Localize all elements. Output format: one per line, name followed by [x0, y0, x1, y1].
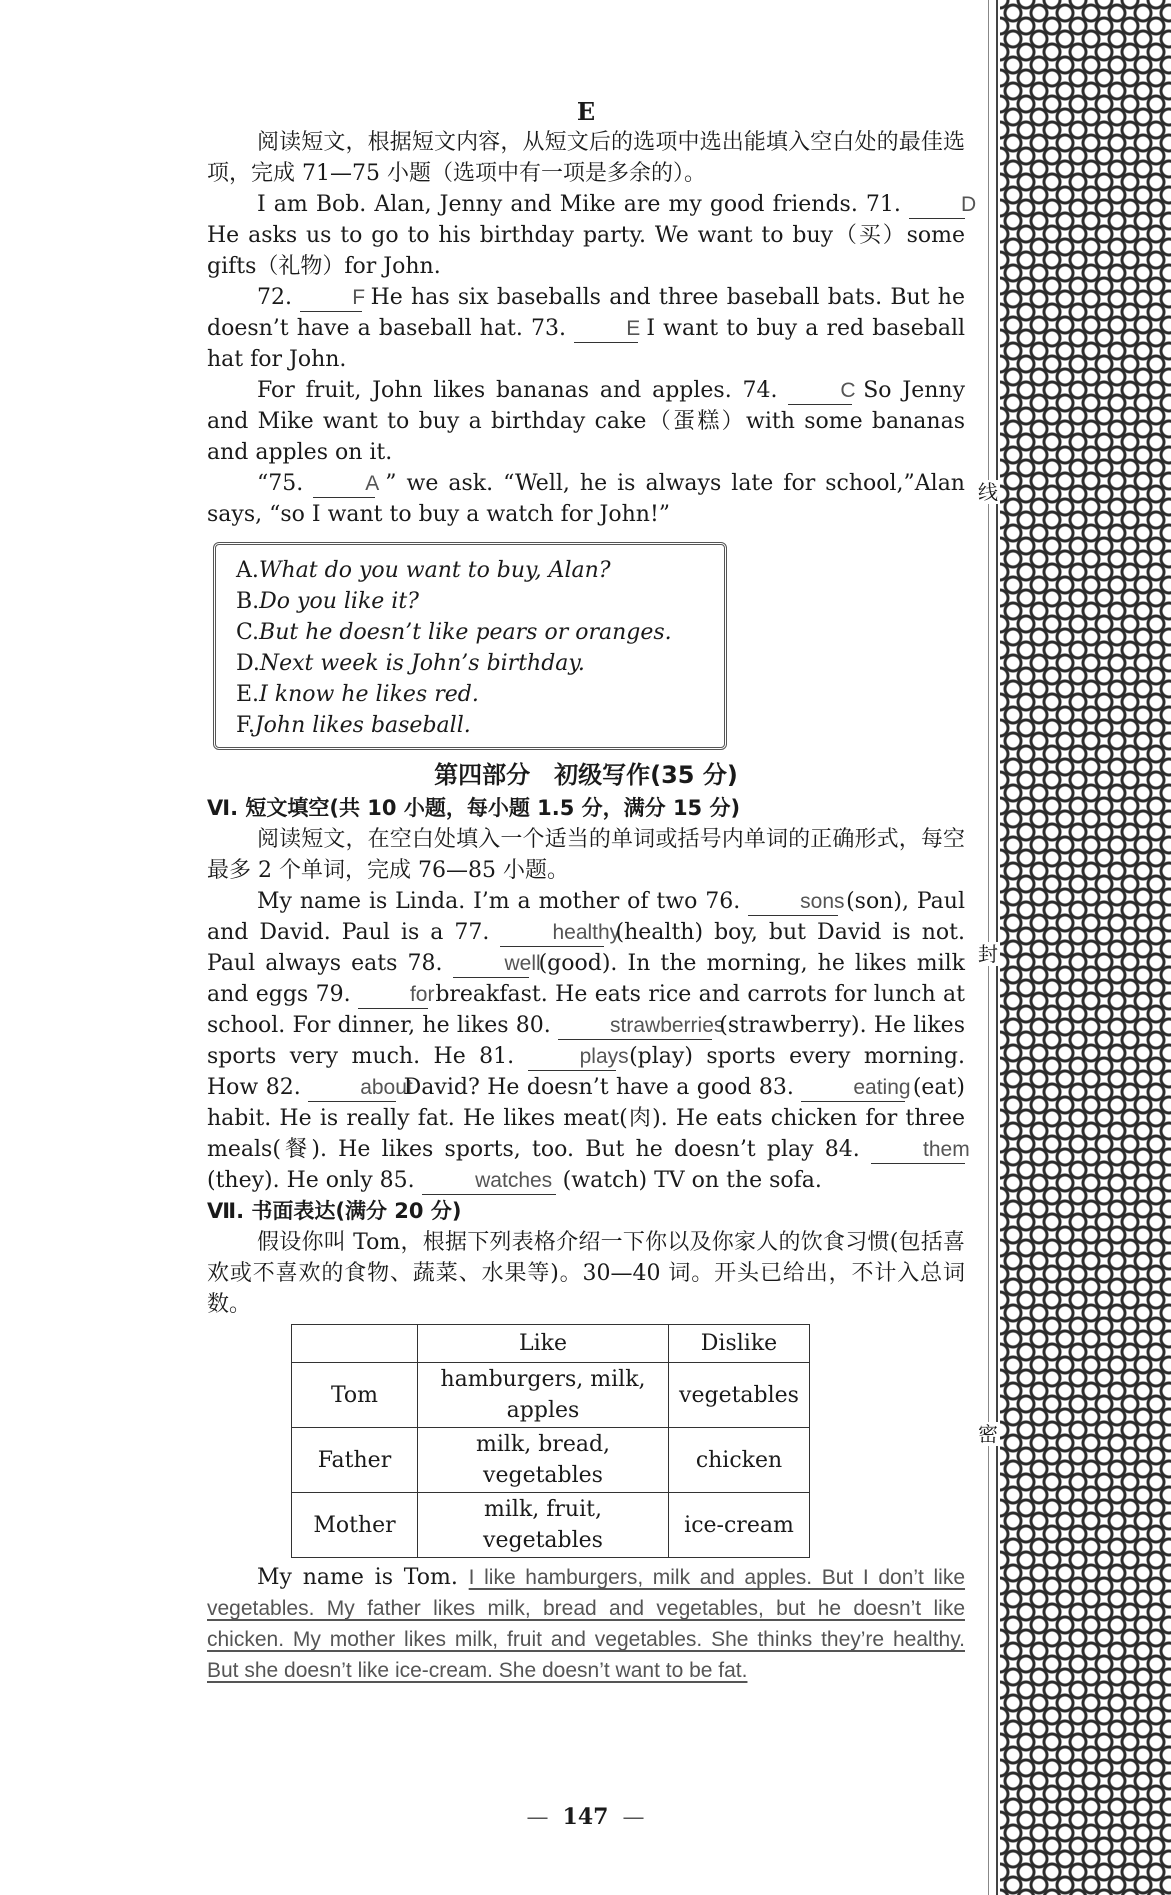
answer-blank-71[interactable]: D	[909, 192, 965, 219]
passage-text: I am Bob. Alan, Jenny and Mike are my good friends.	[257, 192, 858, 217]
table-header-cell	[292, 1325, 418, 1363]
eating-habits-table	[291, 1324, 810, 1558]
table-cell: Tom	[292, 1363, 418, 1428]
question-number: 72.	[257, 285, 292, 310]
table-header-cell: Like	[418, 1325, 669, 1363]
answer-blank-73[interactable]: E	[574, 316, 638, 343]
binding-mark-mi: 密	[978, 1422, 998, 1446]
passage-text: My name is Linda. I’m a mother of two 76.	[257, 889, 741, 914]
answer-blank-76[interactable]: sons	[748, 889, 838, 916]
section-e-instructions: 阅读短文，根据短文内容，从短文后的选项中选出能填入空白处的最佳选项，完成 71—75 小题（选项中有一项是多余的）。	[207, 130, 965, 186]
answer-blank-85[interactable]: watches	[422, 1168, 556, 1195]
dash-icon: —	[622, 1805, 645, 1830]
table-cell: milk, bread, vegetables	[418, 1428, 669, 1493]
section-e-title: E	[576, 97, 596, 126]
essay-answer-text[interactable]: I like hamburgers, milk and apples. But I don’t like vegetables. My father likes milk, bread and vegetables, but he doesn’t like chicken. My mother likes milk, fruit and vegetables. She thinks they’re healthy. But she doesn’t like ice-cream. She doesn’t want to be fat.	[207, 1566, 966, 1682]
table-row	[292, 1493, 810, 1558]
table-header-row	[292, 1325, 810, 1363]
answer-blank-75[interactable]: A	[313, 471, 375, 498]
option-d: D.Next week is John’s birthday.	[236, 651, 585, 676]
table-header-cell: Dislike	[669, 1325, 810, 1363]
essay-start: My name is Tom.	[257, 1565, 458, 1590]
table-cell: chicken	[669, 1428, 810, 1493]
passage-text: ” we ask. “Well, he is always late for school,”Alan says, “so I want to buy a watch for John!”	[207, 471, 965, 527]
answer-blank-83[interactable]: eating	[801, 1075, 905, 1102]
option-e: E.I know he likes red.	[236, 682, 479, 707]
answer-blank-80[interactable]: strawberries	[558, 1013, 712, 1040]
passage-text: (health) boy, but David is not. Paul always eats 78.	[207, 920, 966, 976]
answer-blank-82[interactable]: about	[308, 1075, 396, 1102]
binding-mark-feng: 封	[978, 942, 998, 966]
passage-text: He has six baseballs and three baseball bats. But he doesn’t have a baseball hat.	[207, 285, 965, 341]
table-cell: Mother	[292, 1493, 418, 1558]
table-cell: Father	[292, 1428, 418, 1493]
binding-mark-xian: 线	[978, 480, 998, 504]
table-cell: ice-cream	[669, 1493, 810, 1558]
passage-text: (strawberry). He likes sports very much. He 81.	[207, 1013, 965, 1069]
passage-e-paragraph-2	[207, 282, 965, 375]
dash-icon: —	[526, 1805, 549, 1830]
essay-answer	[207, 1562, 965, 1686]
passage-e-paragraph-4	[207, 468, 965, 530]
decorative-border	[1000, 0, 1171, 1895]
passage-text: (play) sports every morning. How 82.	[207, 1044, 966, 1100]
question-number: 71.	[865, 192, 901, 217]
part-four-heading: 第四部分 初级写作(35 分)	[434, 761, 738, 789]
section-vii-instructions: 假设你叫 Tom，根据下列表格介绍一下你以及你家人的饮食习惯(包括喜欢或不喜欢的食物、蔬菜、水果等)。30—40 词。开头已给出，不计入总词数。	[207, 1230, 965, 1317]
answer-blank-79[interactable]: for	[358, 982, 428, 1009]
answer-blank-81[interactable]: plays	[528, 1044, 616, 1071]
passage-text: (they). He only 85.	[207, 1168, 415, 1193]
passage-text: For fruit, John likes bananas and apples.	[257, 378, 732, 403]
options-box	[213, 542, 727, 750]
passage-text: (eat) habit. He is really fat. He likes meat(肉). He eats chicken for three meals(餐). He likes sports, too. But he doesn’t play 84.	[207, 1075, 965, 1162]
answer-blank-78[interactable]: well	[453, 951, 529, 978]
passage-text: I want to buy a red baseball hat for John.	[207, 316, 966, 372]
page-number-text: 147	[562, 1804, 609, 1830]
answer-blank-77[interactable]: healthy	[500, 920, 604, 947]
question-number: 73.	[531, 316, 567, 341]
passage-text: (son), Paul and David. Paul is a 77.	[207, 889, 966, 945]
passage-text: (good). In the morning, he likes milk and eggs 79.	[207, 951, 965, 1007]
answer-blank-84[interactable]: them	[871, 1137, 965, 1164]
passage-e-paragraph-3	[207, 375, 965, 468]
table-row	[292, 1363, 810, 1428]
passage-text: (watch) TV on the sofa.	[562, 1168, 822, 1193]
section-vi-instructions: 阅读短文，在空白处填入一个适当的单词或括号内单词的正确形式，每空最多 2 个单词，完成 76—85 小题。	[207, 827, 965, 883]
table-cell: hamburgers, milk, apples	[418, 1363, 669, 1428]
passage-e-paragraph-1	[207, 189, 977, 282]
answer-blank-72[interactable]: F	[300, 285, 362, 312]
option-a: A.What do you want to buy, Alan?	[236, 558, 611, 583]
section-vi-heading: Ⅵ. 短文填空(共 10 小题，每小题 1.5 分，满分 15 分)	[207, 796, 741, 820]
option-c: C.But he doesn’t like pears or oranges.	[236, 620, 672, 645]
passage-text: breakfast. He eats rice and carrots for lunch at school. For dinner, he likes 80.	[207, 982, 965, 1038]
question-number: 74.	[742, 378, 778, 403]
passage-text: He asks us to go to his birthday party. We want to buy（买）some gifts（礼物）for John.	[207, 223, 965, 279]
answer-blank-74[interactable]: C	[788, 378, 852, 405]
page-content	[207, 96, 977, 1686]
table-cell: milk, fruit, vegetables	[418, 1493, 669, 1558]
table-cell: vegetables	[669, 1363, 810, 1428]
option-b: B.Do you like it?	[236, 589, 419, 614]
section-vii-heading: Ⅶ. 书面表达(满分 20 分)	[207, 1199, 462, 1223]
page-number	[0, 1804, 1171, 1830]
passage-text: David? He doesn’t have a good 83.	[403, 1075, 794, 1100]
cloze-passage	[207, 886, 970, 1196]
passage-text: So Jenny and Mike want to buy a birthday cake（蛋糕）with some bananas and apples on it.	[207, 378, 965, 465]
option-f: F.John likes baseball.	[236, 713, 471, 738]
question-number: “75.	[257, 471, 304, 496]
table-row	[292, 1428, 810, 1493]
